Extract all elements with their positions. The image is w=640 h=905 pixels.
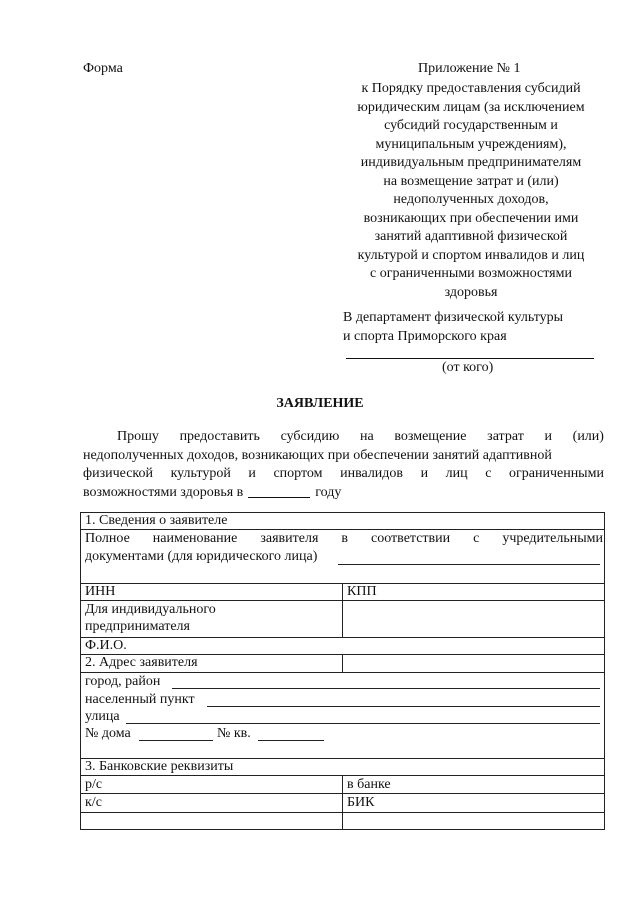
table-border bbox=[342, 583, 343, 637]
word: физической bbox=[83, 466, 153, 481]
word: с bbox=[473, 531, 480, 546]
word: Прошу bbox=[117, 429, 159, 444]
word: возмещение bbox=[394, 429, 467, 444]
word: и bbox=[248, 466, 256, 481]
correspondent-account-label: к/с bbox=[85, 795, 102, 810]
full-name-field[interactable] bbox=[338, 564, 600, 565]
request-line bbox=[83, 447, 604, 466]
word: на bbox=[359, 429, 374, 444]
word: спортом bbox=[273, 466, 323, 481]
request-text: недополученных доходов, возникающих при обеспечении занятий адаптивной bbox=[83, 447, 552, 463]
city-field[interactable] bbox=[172, 688, 600, 689]
word: субсидию bbox=[280, 429, 340, 444]
word: Полное bbox=[85, 531, 130, 546]
table-border bbox=[604, 512, 605, 829]
request-line bbox=[83, 465, 604, 484]
table-border bbox=[80, 829, 605, 830]
account-label: р/с bbox=[85, 777, 103, 792]
request-line bbox=[83, 428, 604, 447]
appendix-line: юридическим лицам (за исключением bbox=[357, 99, 585, 115]
word: предоставить bbox=[179, 429, 260, 444]
table-border bbox=[80, 637, 605, 638]
appendix-line: субсидий государственным и bbox=[384, 118, 558, 133]
word: соответствии bbox=[371, 531, 451, 546]
appendix-description bbox=[336, 80, 606, 302]
from-whom-label: (от кого) bbox=[442, 360, 494, 375]
settlement-label: населенный пункт bbox=[85, 692, 195, 707]
word: инвалидов bbox=[340, 466, 404, 481]
word: лиц bbox=[445, 466, 468, 481]
full-name-label-line2: документами (для юридического лица) bbox=[85, 549, 318, 564]
fio-label: Ф.И.О. bbox=[85, 638, 127, 653]
addressee-line: В департамент физической культуры bbox=[343, 310, 564, 325]
apartment-label: № кв. bbox=[217, 726, 251, 741]
addressee bbox=[343, 309, 563, 346]
appendix-line: недополученных доходов, bbox=[393, 192, 549, 207]
individual-entrepreneur-label: Для индивидуального bbox=[85, 602, 216, 617]
request-text: возможностями здоровья в bbox=[83, 484, 244, 500]
document-title: ЗАЯВЛЕНИЕ bbox=[276, 396, 364, 411]
appendix-line: к Порядку предоставления субсидий bbox=[361, 81, 581, 96]
table-border bbox=[342, 775, 343, 829]
appendix-line: возникающих при обеспечении ими bbox=[363, 210, 579, 226]
form-label: Форма bbox=[83, 61, 123, 76]
appendix-number: Приложение № 1 bbox=[418, 61, 521, 76]
inn-label: ИНН bbox=[85, 584, 116, 599]
table-border bbox=[342, 654, 343, 672]
from-whom-field[interactable] bbox=[346, 358, 594, 359]
section-bank-details: 3. Банковские реквизиты bbox=[85, 759, 234, 774]
appendix-line: с ограниченными возможностями bbox=[370, 266, 572, 281]
street-field[interactable] bbox=[126, 723, 600, 724]
appendix-line: занятий адаптивной физической bbox=[374, 229, 568, 244]
appendix-line: муниципальным учреждениям), bbox=[375, 136, 567, 152]
section-applicant-address: 2. Адрес заявителя bbox=[85, 655, 198, 670]
word: ограниченными bbox=[509, 466, 604, 481]
word: затрат bbox=[487, 429, 524, 444]
appendix-line: культурой и спортом инвалидов и лиц bbox=[357, 247, 585, 263]
year-field[interactable] bbox=[248, 484, 310, 498]
word: наименование bbox=[152, 531, 238, 546]
individual-entrepreneur-label-line2: предпринимателя bbox=[85, 619, 190, 634]
request-paragraph bbox=[83, 428, 604, 502]
request-line bbox=[83, 484, 604, 503]
word: заявителя bbox=[260, 531, 319, 546]
appendix-line: индивидуальным предпринимателям bbox=[360, 155, 582, 170]
word: и bbox=[544, 429, 552, 444]
table-border bbox=[80, 672, 605, 673]
table-border bbox=[80, 529, 605, 530]
house-field[interactable] bbox=[139, 740, 213, 741]
city-label: город, район bbox=[85, 674, 161, 689]
settlement-field[interactable] bbox=[207, 706, 600, 707]
full-name-label bbox=[85, 531, 603, 547]
word: (или) bbox=[572, 429, 604, 444]
bik-label: БИК bbox=[347, 795, 375, 810]
kpp-label: КПП bbox=[347, 584, 377, 599]
word: и bbox=[420, 466, 429, 481]
street-label: улица bbox=[85, 709, 120, 724]
word: с bbox=[485, 466, 492, 481]
section-applicant-info: 1. Сведения о заявителе bbox=[85, 513, 228, 528]
word: культурой bbox=[170, 466, 231, 481]
appendix-line: на возмещение затрат и (или) bbox=[383, 173, 559, 189]
apartment-field[interactable] bbox=[258, 740, 324, 741]
bank-label: в банке bbox=[347, 777, 391, 792]
house-label: № дома bbox=[85, 726, 131, 741]
table-border bbox=[80, 512, 81, 829]
word: учредительными bbox=[502, 531, 603, 546]
appendix-line: здоровья bbox=[444, 284, 498, 300]
word: в bbox=[341, 531, 349, 546]
addressee-line: и спорта Приморского края bbox=[343, 328, 507, 344]
request-text: году bbox=[315, 484, 342, 500]
